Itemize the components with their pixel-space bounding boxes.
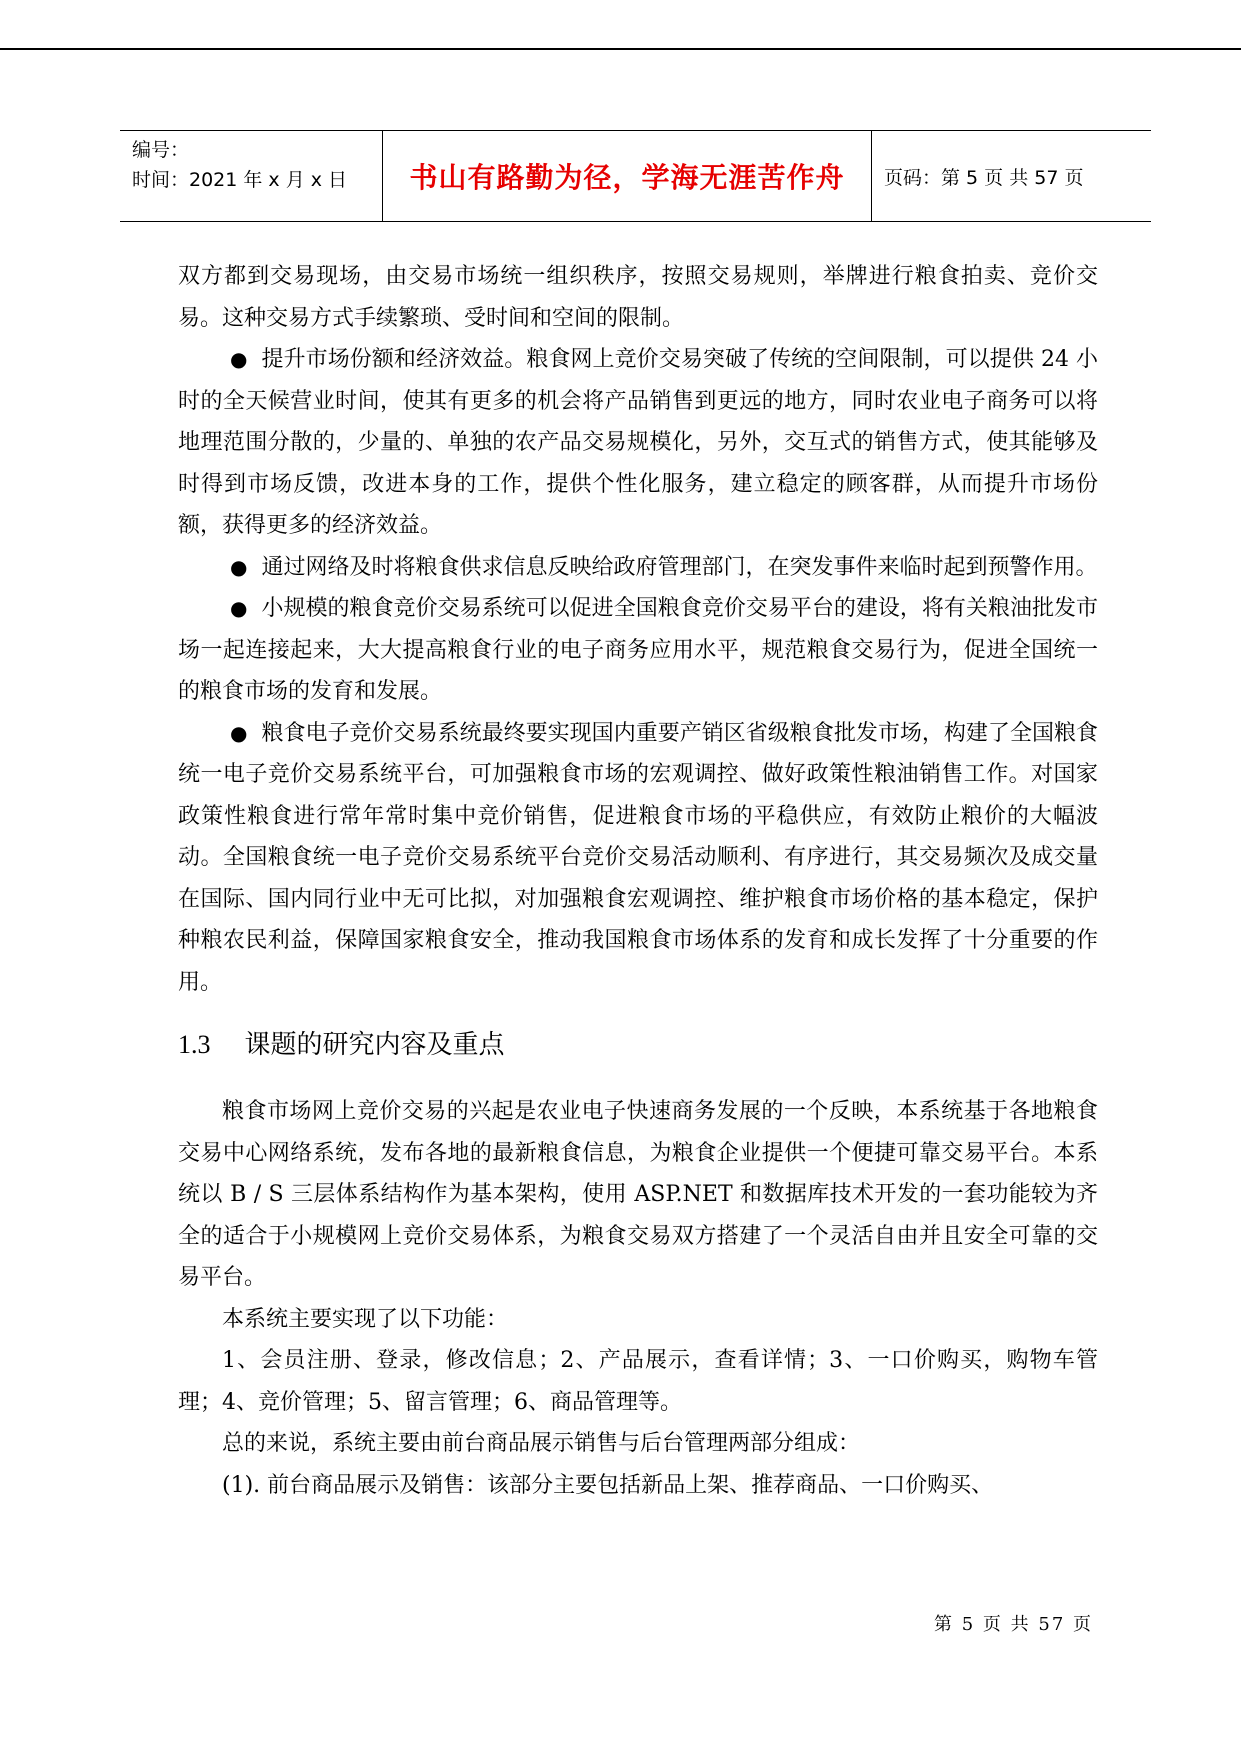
section-heading xyxy=(178,1019,1098,1071)
section-number: 1.3 xyxy=(178,1030,211,1059)
header-page-cell xyxy=(872,131,1151,221)
page-header xyxy=(120,130,1151,222)
page-footer: 第 5 页 共 57 页 xyxy=(934,1614,1093,1635)
document-number: 编号： xyxy=(132,139,190,161)
document-body xyxy=(178,256,1098,1506)
top-rule xyxy=(0,48,1241,50)
paragraph: 双方都到交易现场，由交易市场统一组织秩序，按照交易规则，举牌进行粮食拍卖、竞价交易。这种交易方式手续繁琐、受时间和空间的限制。 xyxy=(178,264,1098,331)
paragraph: (1). 前台商品展示及销售：该部分主要包括新品上架、推荐商品、一口价购买、 xyxy=(222,1472,994,1498)
paragraph: 总的来说，系统主要由前台商品展示销售与后台管理两部分组成： xyxy=(222,1431,861,1456)
bullet-item xyxy=(178,588,1098,713)
bullet-text: 粮食电子竞价交易系统最终要实现国内重要产销区省级粮食批发市场，构建了全国粮食统一电子竞价交易系统平台，可加强粮食市场的宏观调控、做好政策性粮油销售工作。对国家政策性粮食进行常年常时集中竞价销售，促进粮食市场的平稳供应，有效防止粮价的大幅波动。全国粮食统一电子竞价交易系统平台竞价交易活动顺利、有序进行，其交易频次及成交量在国际、国内同行业中无可比拟，对加强粮食宏观调控、维护粮食市场价格的基本稳定，保护种粮农民利益，保障国家粮食安全，推动我国粮食市场体系的发育和成长发挥了十分重要的作用。 xyxy=(178,720,1098,995)
header-motto: 书山有路勤为径，学海无涯苦作舟 xyxy=(409,161,845,194)
bullet-icon: ● xyxy=(230,347,248,371)
bullet-item xyxy=(178,547,1098,589)
header-meta xyxy=(120,131,382,221)
bullet-text: 小规模的粮食竞价交易系统可以促进全国粮食竞价交易平台的建设，将有关粮油批发市场一起连接起来，大大提高粮食行业的电子商务应用水平，规范粮食交易行为，促进全国统一的粮食市场的发育和发展。 xyxy=(178,596,1098,704)
bullet-icon: ● xyxy=(230,596,248,620)
paragraph: 1、会员注册、登录，修改信息；2、产品展示，查看详情；3、一口价购买，购物车管理；4、竞价管理；5、留言管理；6、商品管理等。 xyxy=(178,1348,1098,1415)
bullet-item xyxy=(178,339,1098,547)
section-title: 课题的研究内容及重点 xyxy=(244,1030,505,1060)
paragraph: 粮食市场网上竞价交易的兴起是农业电子快速商务发展的一个反映，本系统基于各地粮食交易中心网络系统，发布各地的最新粮食信息，为粮食企业提供一个便捷可靠交易平台。本系统以 B / S 三层体系结构作为基本架构，使用 ASP.NET 和数据库技术开发的一套功能较为齐全的适合于小规模网上竞价交易体系，为粮食交易双方搭建了一个灵活自由并且安全可靠的交易平台。 xyxy=(178,1099,1098,1290)
paragraph: 本系统主要实现了以下功能： xyxy=(222,1306,509,1332)
header-page-number: 页码：第 5 页 共 57 页 xyxy=(884,166,1084,189)
header-motto-cell xyxy=(382,131,872,221)
bullet-icon: ● xyxy=(230,554,248,579)
document-date: 时间：2021 年 x 月 x 日 xyxy=(132,169,348,191)
bullet-text: 提升市场份额和经济效益。粮食网上竞价交易突破了传统的空间限制，可以提供 24 小时的全天候营业时间，使其有更多的机会将产品销售到更远的地方，同时农业电子商务可以将地理范围分散的，少量的、单独的农产品交易规模化，另外，交互式的销售方式，使其能够及时得到市场反馈，改进本身的工作，提供个性化服务，建立稳定的顾客群，从而提升市场份额，获得更多的经济效益。 xyxy=(178,347,1099,538)
bullet-icon: ● xyxy=(230,720,248,745)
bullet-text: 通过网络及时将粮食供求信息反映给政府管理部门，在突发事件来临时起到预警作用。 xyxy=(261,554,1098,580)
bullet-item xyxy=(178,713,1098,1004)
